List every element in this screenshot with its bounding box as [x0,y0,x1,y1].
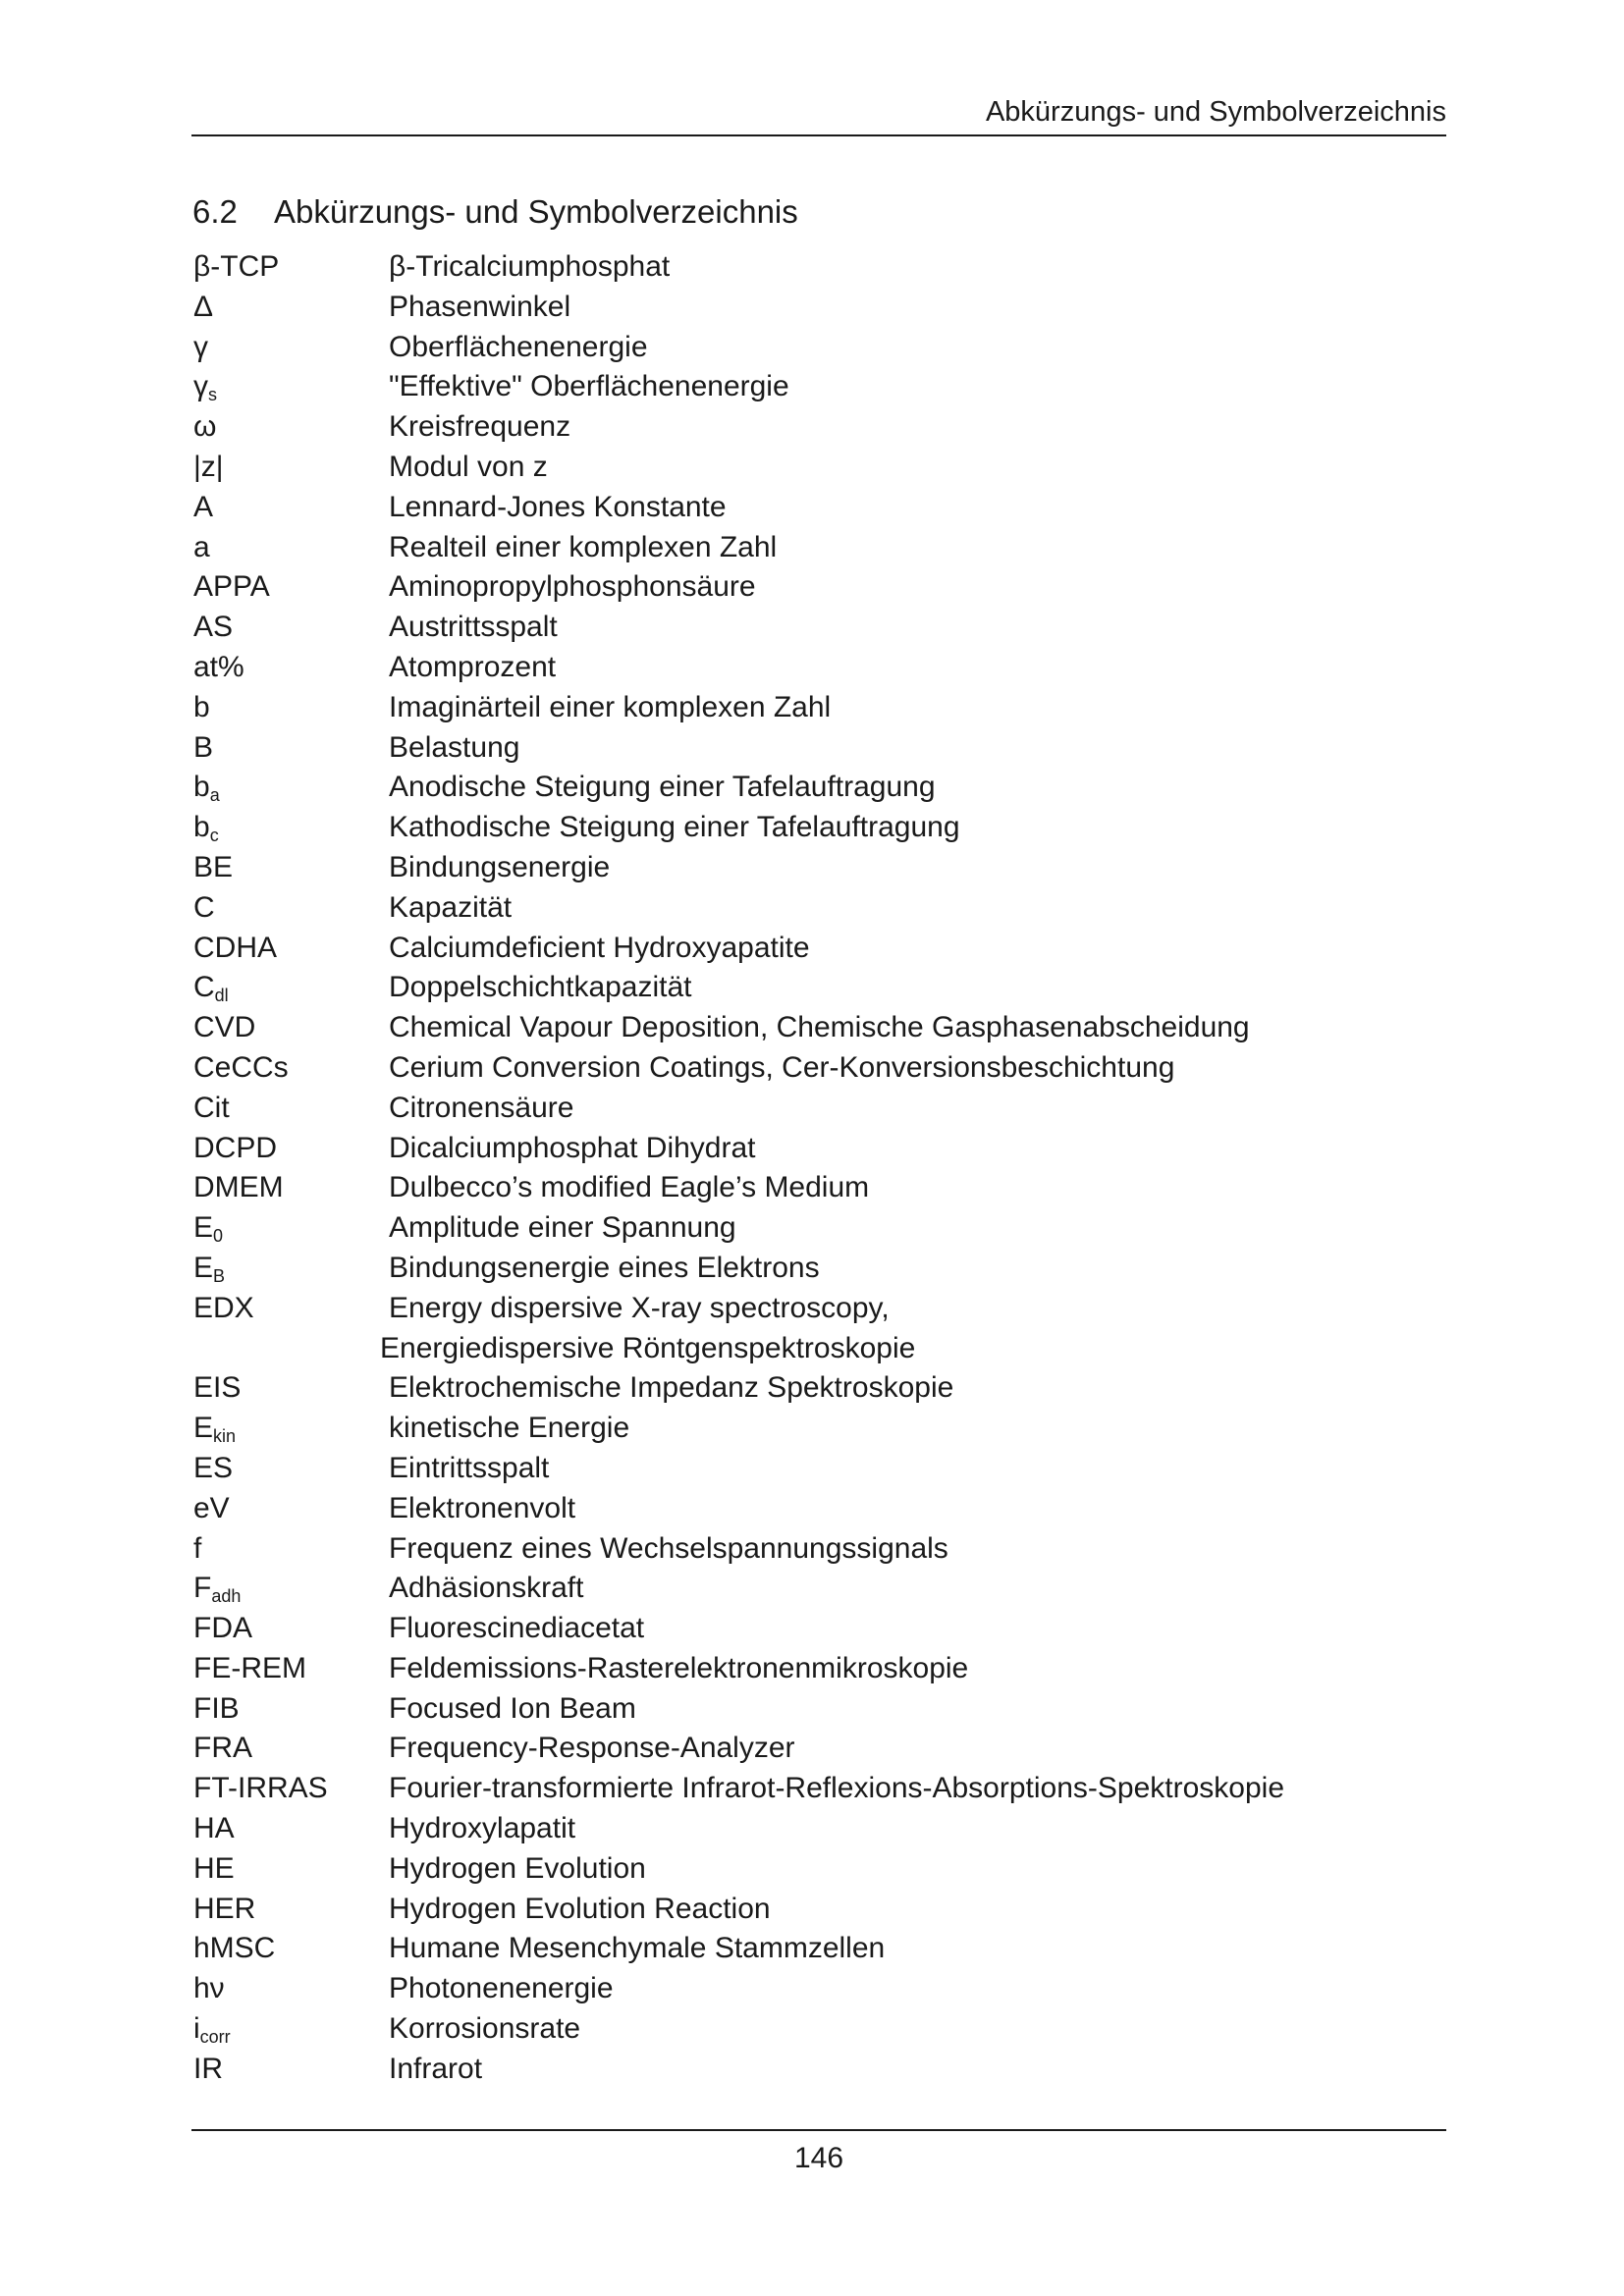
abbreviation-term [193,1249,389,1289]
abbreviation-entry [193,1689,1446,1730]
abbreviation-term [193,1489,389,1529]
abbreviation-list [193,247,1446,2090]
abbreviation-entry [193,808,1446,848]
abbreviation-term [193,1129,389,1169]
abbreviation-definition [389,407,1446,448]
abbreviation-entry [193,1969,1446,2009]
definition-text: Austrittsspalt [389,611,558,644]
abbreviation-subscript: B [213,1265,226,1286]
abbreviation-entry [193,768,1446,808]
abbreviation-term [193,728,389,769]
abbreviation-term [193,688,389,728]
abbreviation-definition [389,567,1446,608]
abbreviation-symbol: FDA [193,1612,252,1645]
definition-text: Feldemissions-Rasterelektronenmikroskopie [389,1651,969,1684]
abbreviation-term [193,1890,389,1930]
abbreviation-symbol: AS [193,611,234,644]
abbreviation-entry [193,1849,1446,1890]
abbreviation-term [193,448,389,488]
definition-text: Bindungsenergie [389,850,611,883]
abbreviation-symbol: DCPD [193,1131,278,1164]
definition-text: β-Tricalciumphosphat [389,250,671,283]
abbreviation-definition [389,1689,1446,1730]
abbreviation-symbol: i [193,2012,200,2046]
abbreviation-symbol: CeCCs [193,1050,289,1084]
abbreviation-subscript: a [209,785,220,806]
abbreviation-symbol: IR [193,2052,223,2085]
abbreviation-symbol: hν [193,1972,225,2005]
abbreviation-entry [193,1890,1446,1930]
abbreviation-symbol: a [193,530,210,563]
abbreviation-entry [193,608,1446,648]
abbreviation-symbol: ES [193,1451,234,1484]
abbreviation-symbol: HER [193,1892,256,1925]
abbreviation-subscript: adh [211,1586,242,1607]
definition-text: Modul von z [389,450,548,483]
abbreviation-term [193,1089,389,1129]
abbreviation-symbol: FT-IRRAS [193,1772,328,1805]
abbreviation-definition [389,1609,1446,1649]
abbreviation-definition [389,1769,1446,1809]
abbreviation-symbol: γ [193,330,208,363]
abbreviation-symbol: eV [193,1491,230,1524]
definition-text: Belastung [389,730,520,764]
abbreviation-term [193,1689,389,1730]
abbreviation-symbol: BE [193,850,234,883]
abbreviation-term [193,247,389,288]
abbreviation-term [193,968,389,1008]
abbreviation-symbol: |z| [193,450,224,483]
abbreviation-subscript: kin [213,1426,237,1447]
abbreviation-symbol: CDHA [193,931,278,964]
definition-text: Hydroxylapatit [389,1812,576,1845]
abbreviation-symbol: f [193,1531,202,1565]
abbreviation-term [193,488,389,528]
abbreviation-definition [389,608,1446,648]
definition-text: Humane Mesenchymale Stammzellen [389,1932,886,1965]
abbreviation-entry [193,567,1446,608]
abbreviation-entry [193,1008,1446,1048]
abbreviation-symbol: B [193,730,214,764]
definition-text: Phasenwinkel [389,290,571,323]
abbreviation-definition [389,1129,1446,1169]
abbreviation-symbol: β-TCP [193,250,280,283]
abbreviation-symbol: APPA [193,570,270,604]
definition-text: Frequency-Response-Analyzer [389,1732,795,1765]
abbreviation-term [193,1809,389,1849]
abbreviation-term [193,1729,389,1769]
page-number: 146 [793,2142,844,2174]
abbreviation-symbol: E [193,1412,214,1445]
footer-rule [191,2129,1446,2131]
abbreviation-definition [389,1849,1446,1890]
definition-text: Infrarot [389,2052,483,2085]
abbreviation-entry [193,968,1446,1008]
abbreviation-entry [193,448,1446,488]
abbreviation-entry [193,367,1446,407]
abbreviation-symbol: b [193,690,210,723]
abbreviation-term [193,1449,389,1489]
definition-text: Fourier-transformierte Infrarot-Reflexions-Absorptions-Spektroskopie [389,1772,1285,1805]
abbreviation-term [193,888,389,929]
abbreviation-term [193,328,389,368]
abbreviation-subscript: 0 [213,1226,224,1247]
abbreviation-definition [389,528,1446,568]
definition-text: Cerium Conversion Coatings, Cer-Konversionsbeschichtung [389,1050,1175,1084]
abbreviation-symbol: DMEM [193,1171,284,1204]
running-header: Abkürzungs- und Symbolverzeichnis [985,96,1446,128]
abbreviation-entry [193,848,1446,888]
abbreviation-entry [193,1809,1446,1849]
abbreviation-entry [193,1409,1446,1449]
definition-text: kinetische Energie [389,1412,630,1445]
section-heading [192,192,798,232]
abbreviation-definition [389,688,1446,728]
abbreviation-entry [193,247,1446,288]
abbreviation-definition [389,1008,1446,1048]
abbreviation-definition [389,1168,1446,1208]
abbreviation-definition [389,488,1446,528]
definition-text: Adhäsionskraft [389,1572,584,1605]
abbreviation-term [193,407,389,448]
abbreviation-definition [389,808,1446,848]
abbreviation-term [193,768,389,808]
abbreviation-definition [389,288,1446,328]
definition-text: Lennard-Jones Konstante [389,490,727,523]
definition-text: Bindungsenergie eines Elektrons [389,1251,820,1284]
abbreviation-definition [389,367,1446,407]
definition-text: Aminopropylphosphonsäure [389,570,756,604]
abbreviation-entry [193,1368,1446,1409]
abbreviation-entry [193,488,1446,528]
abbreviation-subscript: dl [214,986,229,1006]
abbreviation-symbol: A [193,490,214,523]
abbreviation-symbol: hMSC [193,1932,276,1965]
abbreviation-definition [389,968,1446,1008]
abbreviation-term [193,367,389,407]
abbreviation-symbol: HA [193,1812,235,1845]
abbreviation-term [193,1289,389,1329]
definition-text: Energy dispersive X-ray spectroscopy, [389,1291,890,1324]
abbreviation-entry [193,688,1446,728]
abbreviation-term [193,1969,389,2009]
abbreviation-symbol: E [193,1211,214,1245]
abbreviation-definition [389,2009,1446,2050]
abbreviation-definition [389,1890,1446,1930]
abbreviation-term [193,929,389,969]
abbreviation-symbol: FRA [193,1732,252,1765]
abbreviation-entry [193,1529,1446,1570]
abbreviation-entry [193,1289,1446,1369]
abbreviation-definition [389,247,1446,288]
definition-text: Citronensäure [389,1091,574,1124]
abbreviation-definition [389,728,1446,769]
abbreviation-symbol: FE-REM [193,1651,306,1684]
abbreviation-term [193,1008,389,1048]
abbreviation-definition [389,1649,1446,1689]
abbreviation-subscript: c [209,826,219,846]
abbreviation-term [193,1048,389,1089]
definition-text: Realteil einer komplexen Zahl [389,530,778,563]
abbreviation-symbol: Cit [193,1091,230,1124]
abbreviation-definition [389,1729,1446,1769]
abbreviation-definition [389,1809,1446,1849]
abbreviation-definition [389,929,1446,969]
abbreviation-definition [389,1929,1446,1969]
abbreviation-term [193,1649,389,1689]
abbreviation-entry [193,1129,1446,1169]
abbreviation-symbol: CVD [193,1011,256,1044]
definition-text: Eintrittsspalt [389,1451,550,1484]
definition-text: Elektronenvolt [389,1491,576,1524]
abbreviation-term [193,528,389,568]
abbreviation-entry [193,929,1446,969]
abbreviation-entry [193,1649,1446,1689]
abbreviation-symbol: F [193,1572,212,1605]
abbreviation-entry [193,1168,1446,1208]
abbreviation-symbol: EIS [193,1371,242,1405]
abbreviation-entry [193,1048,1446,1089]
section-number: 6.2 [192,193,238,230]
abbreviation-entry [193,1449,1446,1489]
definition-text: Hydrogen Evolution Reaction [389,1892,771,1925]
definition-text: Korrosionsrate [389,2012,581,2046]
definition-text: Fluorescinediacetat [389,1612,645,1645]
abbreviation-term [193,1529,389,1570]
abbreviation-entry [193,1729,1446,1769]
abbreviation-term [193,1609,389,1649]
definition-text: Dicalciumphosphat Dihydrat [389,1131,756,1164]
abbreviation-term [193,1569,389,1609]
abbreviation-definition [389,1249,1446,1289]
abbreviation-definition [389,1409,1446,1449]
abbreviation-term [193,1168,389,1208]
definition-text: Focused Ion Beam [389,1691,636,1725]
abbreviation-entry [193,2050,1446,2090]
abbreviation-term [193,1208,389,1249]
abbreviation-entry [193,1208,1446,1249]
abbreviation-entry [193,1089,1446,1129]
definition-text: Elektrochemische Impedanz Spektroskopie [389,1371,954,1405]
abbreviation-entry [193,1489,1446,1529]
abbreviation-definition [389,648,1446,688]
abbreviation-entry [193,728,1446,769]
abbreviation-definition [389,328,1446,368]
abbreviation-symbol: ω [193,410,217,444]
abbreviation-symbol: C [193,890,215,924]
section-title: Abkürzungs- und Symbolverzeichnis [274,193,798,230]
definition-text: Amplitude einer Spannung [389,1211,736,1245]
abbreviation-definition [389,1368,1446,1409]
definition-text: Hydrogen Evolution [389,1851,646,1885]
abbreviation-subscript: s [208,385,217,405]
header-rule [191,134,1446,136]
definition-text: Oberflächenenergie [389,330,648,363]
abbreviation-symbol: FIB [193,1691,240,1725]
abbreviation-definition [389,448,1446,488]
abbreviation-definition [389,1089,1446,1129]
abbreviation-term [193,608,389,648]
abbreviation-symbol: E [193,1251,214,1284]
abbreviation-term [193,648,389,688]
definition-text: Imaginärteil einer komplexen Zahl [389,690,832,723]
abbreviation-term [193,567,389,608]
definition-text: Calciumdeficient Hydroxyapatite [389,931,810,964]
abbreviation-term [193,2009,389,2050]
abbreviation-entry [193,407,1446,448]
definition-text: Chemical Vapour Deposition, Chemische Gasphasenabscheidung [389,1011,1250,1044]
abbreviation-definition [389,1489,1446,1529]
abbreviation-definition [389,1048,1446,1089]
definition-text: Atomprozent [389,650,557,683]
definition-text: Frequenz eines Wechselspannungssignals [389,1531,948,1565]
definition-text: Photonenenergie [389,1972,614,2005]
abbreviation-entry [193,888,1446,929]
abbreviation-definition [389,1208,1446,1249]
definition-text: Kreisfrequenz [389,410,571,444]
abbreviation-term [193,288,389,328]
abbreviation-entry [193,1609,1446,1649]
definition-text: Doppelschichtkapazität [389,971,692,1004]
definition-text: Kapazität [389,890,513,924]
abbreviation-definition [389,1529,1446,1570]
abbreviation-entry [193,1249,1446,1289]
abbreviation-symbol: b [193,771,210,804]
abbreviation-term [193,848,389,888]
abbreviation-entry [193,648,1446,688]
definition-text: Kathodische Steigung einer Tafelauftragung [389,811,960,844]
definition-text: "Effektive" Oberflächenenergie [389,370,789,403]
abbreviation-entry [193,528,1446,568]
abbreviation-term [193,808,389,848]
definition-text: Dulbecco’s modified Eagle’s Medium [389,1171,870,1204]
abbreviation-symbol: at% [193,650,244,683]
definition-text: Anodische Steigung einer Tafelauftragung [389,771,936,804]
abbreviation-entry [193,2009,1446,2050]
abbreviation-subscript: corr [199,2027,231,2048]
abbreviation-symbol: EDX [193,1291,254,1324]
abbreviation-entry [193,328,1446,368]
abbreviation-definition [389,848,1446,888]
abbreviation-term [193,1929,389,1969]
abbreviation-definition [389,768,1446,808]
abbreviation-definition [389,1569,1446,1609]
abbreviation-entry [193,288,1446,328]
abbreviation-symbol: HE [193,1851,235,1885]
abbreviation-definition [389,2050,1446,2090]
abbreviation-term [193,2050,389,2090]
abbreviation-entry [193,1929,1446,1969]
abbreviation-symbol: Δ [193,290,214,323]
abbreviation-definition [380,1289,1446,1369]
definition-text-continued: Energiedispersive Röntgenspektroskopie [380,1331,916,1364]
abbreviation-entry [193,1569,1446,1609]
abbreviation-term [193,1409,389,1449]
abbreviation-definition [389,1969,1446,2009]
abbreviation-symbol: b [193,811,210,844]
abbreviation-definition [389,1449,1446,1489]
abbreviation-symbol: C [193,971,215,1004]
abbreviation-term [193,1769,389,1809]
abbreviation-symbol: γ [193,370,208,403]
abbreviation-entry [193,1769,1446,1809]
abbreviation-definition [389,888,1446,929]
abbreviation-term [193,1849,389,1890]
abbreviation-term [193,1368,389,1409]
